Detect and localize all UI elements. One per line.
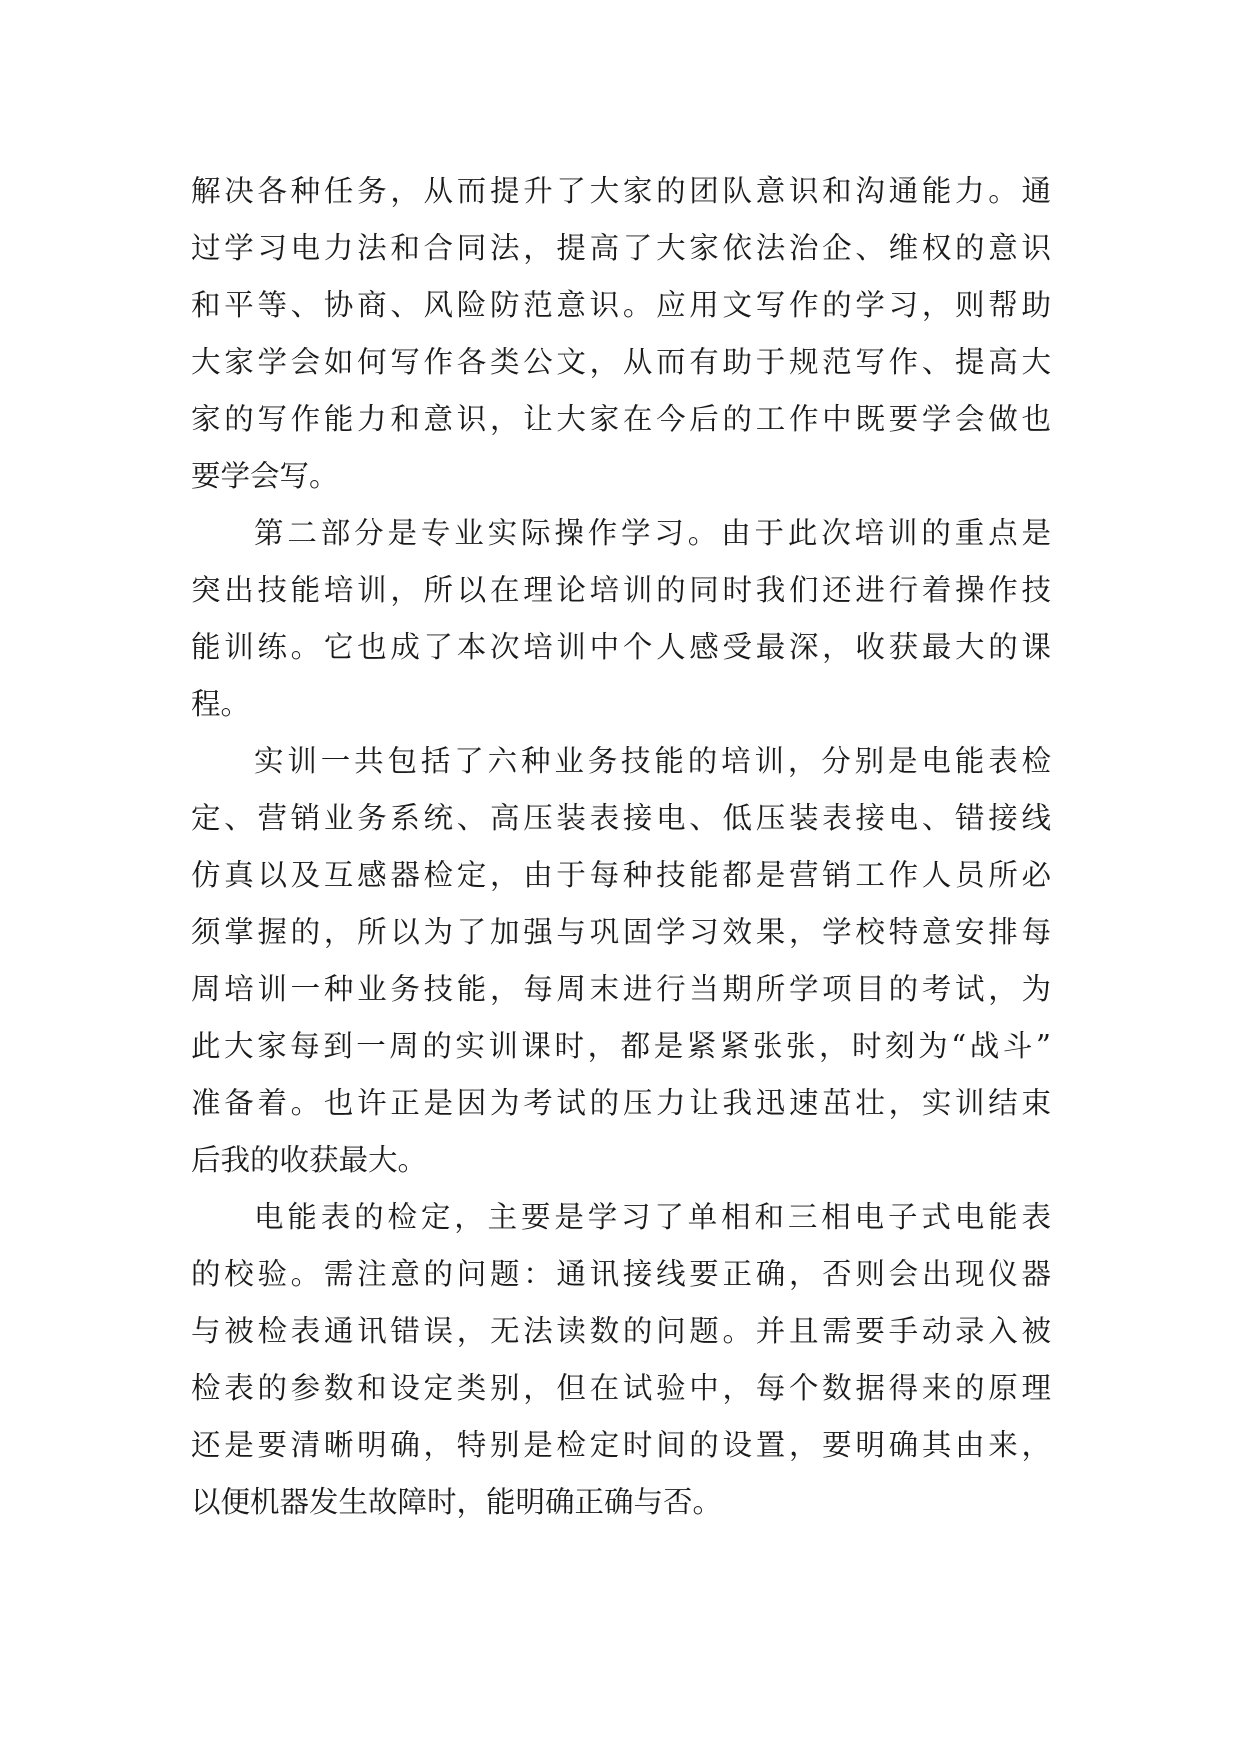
paragraph-2-line-4: 程。	[191, 687, 251, 721]
paragraph-3-line-8: 后我的收获最大。	[191, 1143, 428, 1177]
paragraph-4-line-1: 电能表的检定，主要是学习了单相和三相电子式电能表	[254, 1200, 1051, 1234]
paragraph-4-line-3: 与被检表通讯错误，无法读数的问题。并且需要手动录入被	[191, 1314, 1051, 1348]
paragraph-1-line-5: 家的写作能力和意识，让大家在今后的工作中既要学会做也	[191, 402, 1051, 436]
paragraph-3-line-4: 须掌握的，所以为了加强与巩固学习效果，学校特意安排每	[191, 915, 1051, 949]
document-body	[191, 163, 1051, 1531]
paragraph-1-line-3: 和平等、协商、风险防范意识。应用文写作的学习，则帮助	[191, 288, 1051, 322]
paragraph-3-line-2: 定、营销业务系统、高压装表接电、低压装表接电、错接线	[191, 801, 1051, 835]
paragraph-2-line-2: 突出技能培训，所以在理论培训的同时我们还进行着操作技	[191, 573, 1051, 607]
paragraph-3-line-5: 周培训一种业务技能，每周末进行当期所学项目的考试，为	[191, 972, 1051, 1006]
paragraph-4-line-5: 还是要清晰明确，特别是检定时间的设置，要明确其由来，	[191, 1428, 1051, 1462]
paragraph-3-line-6: 此大家每到一周的实训课时，都是紧紧张张，时刻为“战斗”	[191, 1029, 1051, 1063]
paragraph-4-line-6: 以便机器发生故障时，能明确正确与否。	[191, 1485, 723, 1519]
paragraph-1-line-2: 过学习电力法和合同法，提高了大家依法治企、维权的意识	[191, 231, 1051, 265]
paragraph-4-line-4: 检表的参数和设定类别，但在试验中，每个数据得来的原理	[191, 1371, 1051, 1405]
paragraph-2-line-3: 能训练。它也成了本次培训中个人感受最深，收获最大的课	[191, 630, 1051, 664]
paragraph-4-line-2: 的校验。需注意的问题：通讯接线要正确，否则会出现仪器	[191, 1257, 1051, 1291]
paragraph-2-line-1: 第二部分是专业实际操作学习。由于此次培训的重点是	[254, 516, 1051, 550]
paragraph-1-line-1: 解决各种任务，从而提升了大家的团队意识和沟通能力。通	[191, 174, 1051, 208]
paragraph-1-line-6: 要学会写。	[191, 459, 339, 493]
paragraph-3-line-7: 准备着。也许正是因为考试的压力让我迅速茁壮，实训结束	[191, 1086, 1051, 1120]
paragraph-3-line-3: 仿真以及互感器检定，由于每种技能都是营销工作人员所必	[191, 858, 1051, 892]
paragraph-1-line-4: 大家学会如何写作各类公文，从而有助于规范写作、提高大	[191, 345, 1051, 379]
paragraph-3-line-1: 实训一共包括了六种业务技能的培训，分别是电能表检	[254, 744, 1051, 778]
